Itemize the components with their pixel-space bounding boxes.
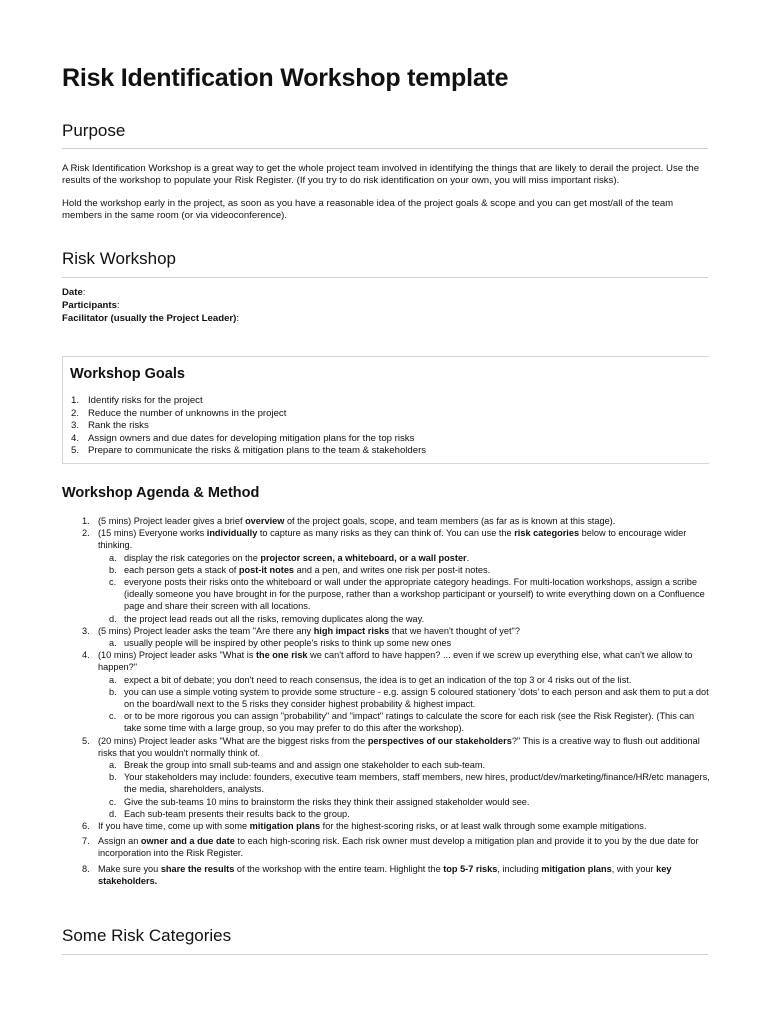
participants-field: Participants: bbox=[62, 300, 120, 311]
list-item: 1. (5 mins) Project leader gives a brief overview of the project goals, scope, and team members (as far as is known at this stage). bbox=[82, 516, 616, 526]
facilitator-field: Facilitator (usually the Project Leader): bbox=[62, 313, 240, 324]
sub-list-item: a. usually people will be inspired by other people's risks to think up some new ones bbox=[109, 638, 452, 649]
list-item: 5. (20 mins) Project leader asks "What are the biggest risks from the perspectives of our stakeholders?" This is a creative way to flush out additional risks that you wouldn't normally think of. bbox=[82, 735, 700, 758]
page-title: Risk Identification Workshop template bbox=[62, 64, 509, 92]
list-item: 1. Identify risks for the project bbox=[71, 395, 203, 406]
divider bbox=[62, 277, 708, 278]
list-item: 3. (5 mins) Project leader asks the team "Are there any high impact risks that we haven't thought of yet"? bbox=[82, 625, 520, 636]
risk-categories-heading: Some Risk Categories bbox=[62, 926, 232, 945]
sub-list-item: a. Break the group into small sub-teams and and assign one stakeholder to each sub-team. bbox=[109, 760, 486, 771]
list-item: 2. (15 mins) Everyone works individually to capture as many risks as they can think of. You can use the risk categories below to encourage wider thinking. bbox=[82, 528, 687, 551]
agenda-heading: Workshop Agenda & Method bbox=[62, 485, 260, 501]
list-item: 8. Make sure you share the results of the workshop with the entire team. Highlight the top 5-7 risks, including mitigation plans, with your key stakeholders. bbox=[82, 863, 672, 886]
purpose-heading: Purpose bbox=[62, 121, 126, 140]
purpose-paragraph-2: Hold the workshop early in the project, as soon as you have a reasonable idea of the project goals & scope and you can get most/all of the team members in the same room (or via videoconference). bbox=[62, 198, 674, 222]
agenda-list bbox=[82, 515, 710, 887]
divider bbox=[62, 954, 708, 955]
list-item: 5. Prepare to communicate the risks & mitigation plans to the team & stakeholders bbox=[71, 445, 427, 457]
list-item: 7. Assign an owner and a due date to each high-scoring risk. Each risk owner must develop a mitigation plan and provide it to you by the due date for incorporation into the Risk Register. bbox=[82, 836, 699, 859]
sub-list-item: d. the project lead reads out all the risks, removing duplicates along the way. bbox=[109, 613, 425, 624]
list-item: 4. Assign owners and due dates for developing mitigation plans for the top risks bbox=[71, 432, 415, 444]
workshop-goals-panel bbox=[62, 356, 709, 464]
date-field: Date: bbox=[62, 287, 86, 298]
risk-workshop-heading: Risk Workshop bbox=[62, 249, 176, 268]
purpose-paragraph-1: A Risk Identification Workshop is a great way to get the whole project team involved in identifying the things that are likely to derail the project. Use the results of the workshop to populate your Risk Register. (If you try to do risk identification on your own, you will miss important risks). bbox=[62, 163, 700, 187]
sub-list-item: d. Each sub-team presents their results back to the group. bbox=[109, 808, 350, 819]
sub-list-item: b. you can use a simple voting system to provide some structure - e.g. assign 5 coloured stationery 'dots' to each person and ask them to put a dot on the board/wall next to the 5 risks they consider highest probability & highest impact. bbox=[109, 686, 709, 710]
sub-list-item: c. everyone posts their risks onto the whiteboard or wall under the appropriate category headings. For multi-location workshops, assign a scribe (ideally someone you have brought in for the purpose, rather than a workshop participant or yourself) to write everything down on a Confluence page and share their screen with all locations. bbox=[109, 577, 705, 612]
workshop-goals-heading: Workshop Goals bbox=[70, 366, 185, 382]
divider bbox=[62, 148, 708, 149]
sub-list-item: c. or to be more rigorous you can assign "probability" and "impact" ratings to calculate the score for each risk (see the Risk Register). (This can take some time with a large group, so you may prefer to do this after the workshop). bbox=[109, 711, 695, 734]
list-item: 4. (10 mins) Project leader asks "What is the one risk we can't afford to have happen? ... even if we screw up everything else, what can't we allow to happen?" bbox=[82, 650, 693, 673]
sub-list-item: a. display the risk categories on the projector screen, a whiteboard, or a wall poster. bbox=[109, 552, 470, 563]
sub-list-item: b. Your stakeholders may include: founders, executive team members, staff members, new hires, product/dev/marketing/finance/HR/etc managers, the media, shareholders, analysts. bbox=[109, 772, 710, 795]
list-item: 3. Rank the risks bbox=[71, 420, 149, 432]
sub-list-item: a. expect a bit of debate; you don't need to reach consensus, the idea is to get an indication of the top 3 or 4 risks out of the list. bbox=[109, 674, 632, 685]
list-item: 2. Reduce the number of unknowns in the project bbox=[71, 407, 287, 419]
sub-list-item: c. Give the sub-teams 10 mins to brainstorm the risks they think their assigned stakeholder would see. bbox=[109, 796, 530, 807]
sub-list-item: b. each person gets a stack of post-it notes and a pen, and writes one risk per post-it notes. bbox=[109, 564, 491, 575]
workshop-goals-list bbox=[71, 395, 426, 458]
list-item: 6. If you have time, come up with some mitigation plans for the highest-scoring risks, or at least walk through some example mitigations. bbox=[82, 821, 647, 832]
